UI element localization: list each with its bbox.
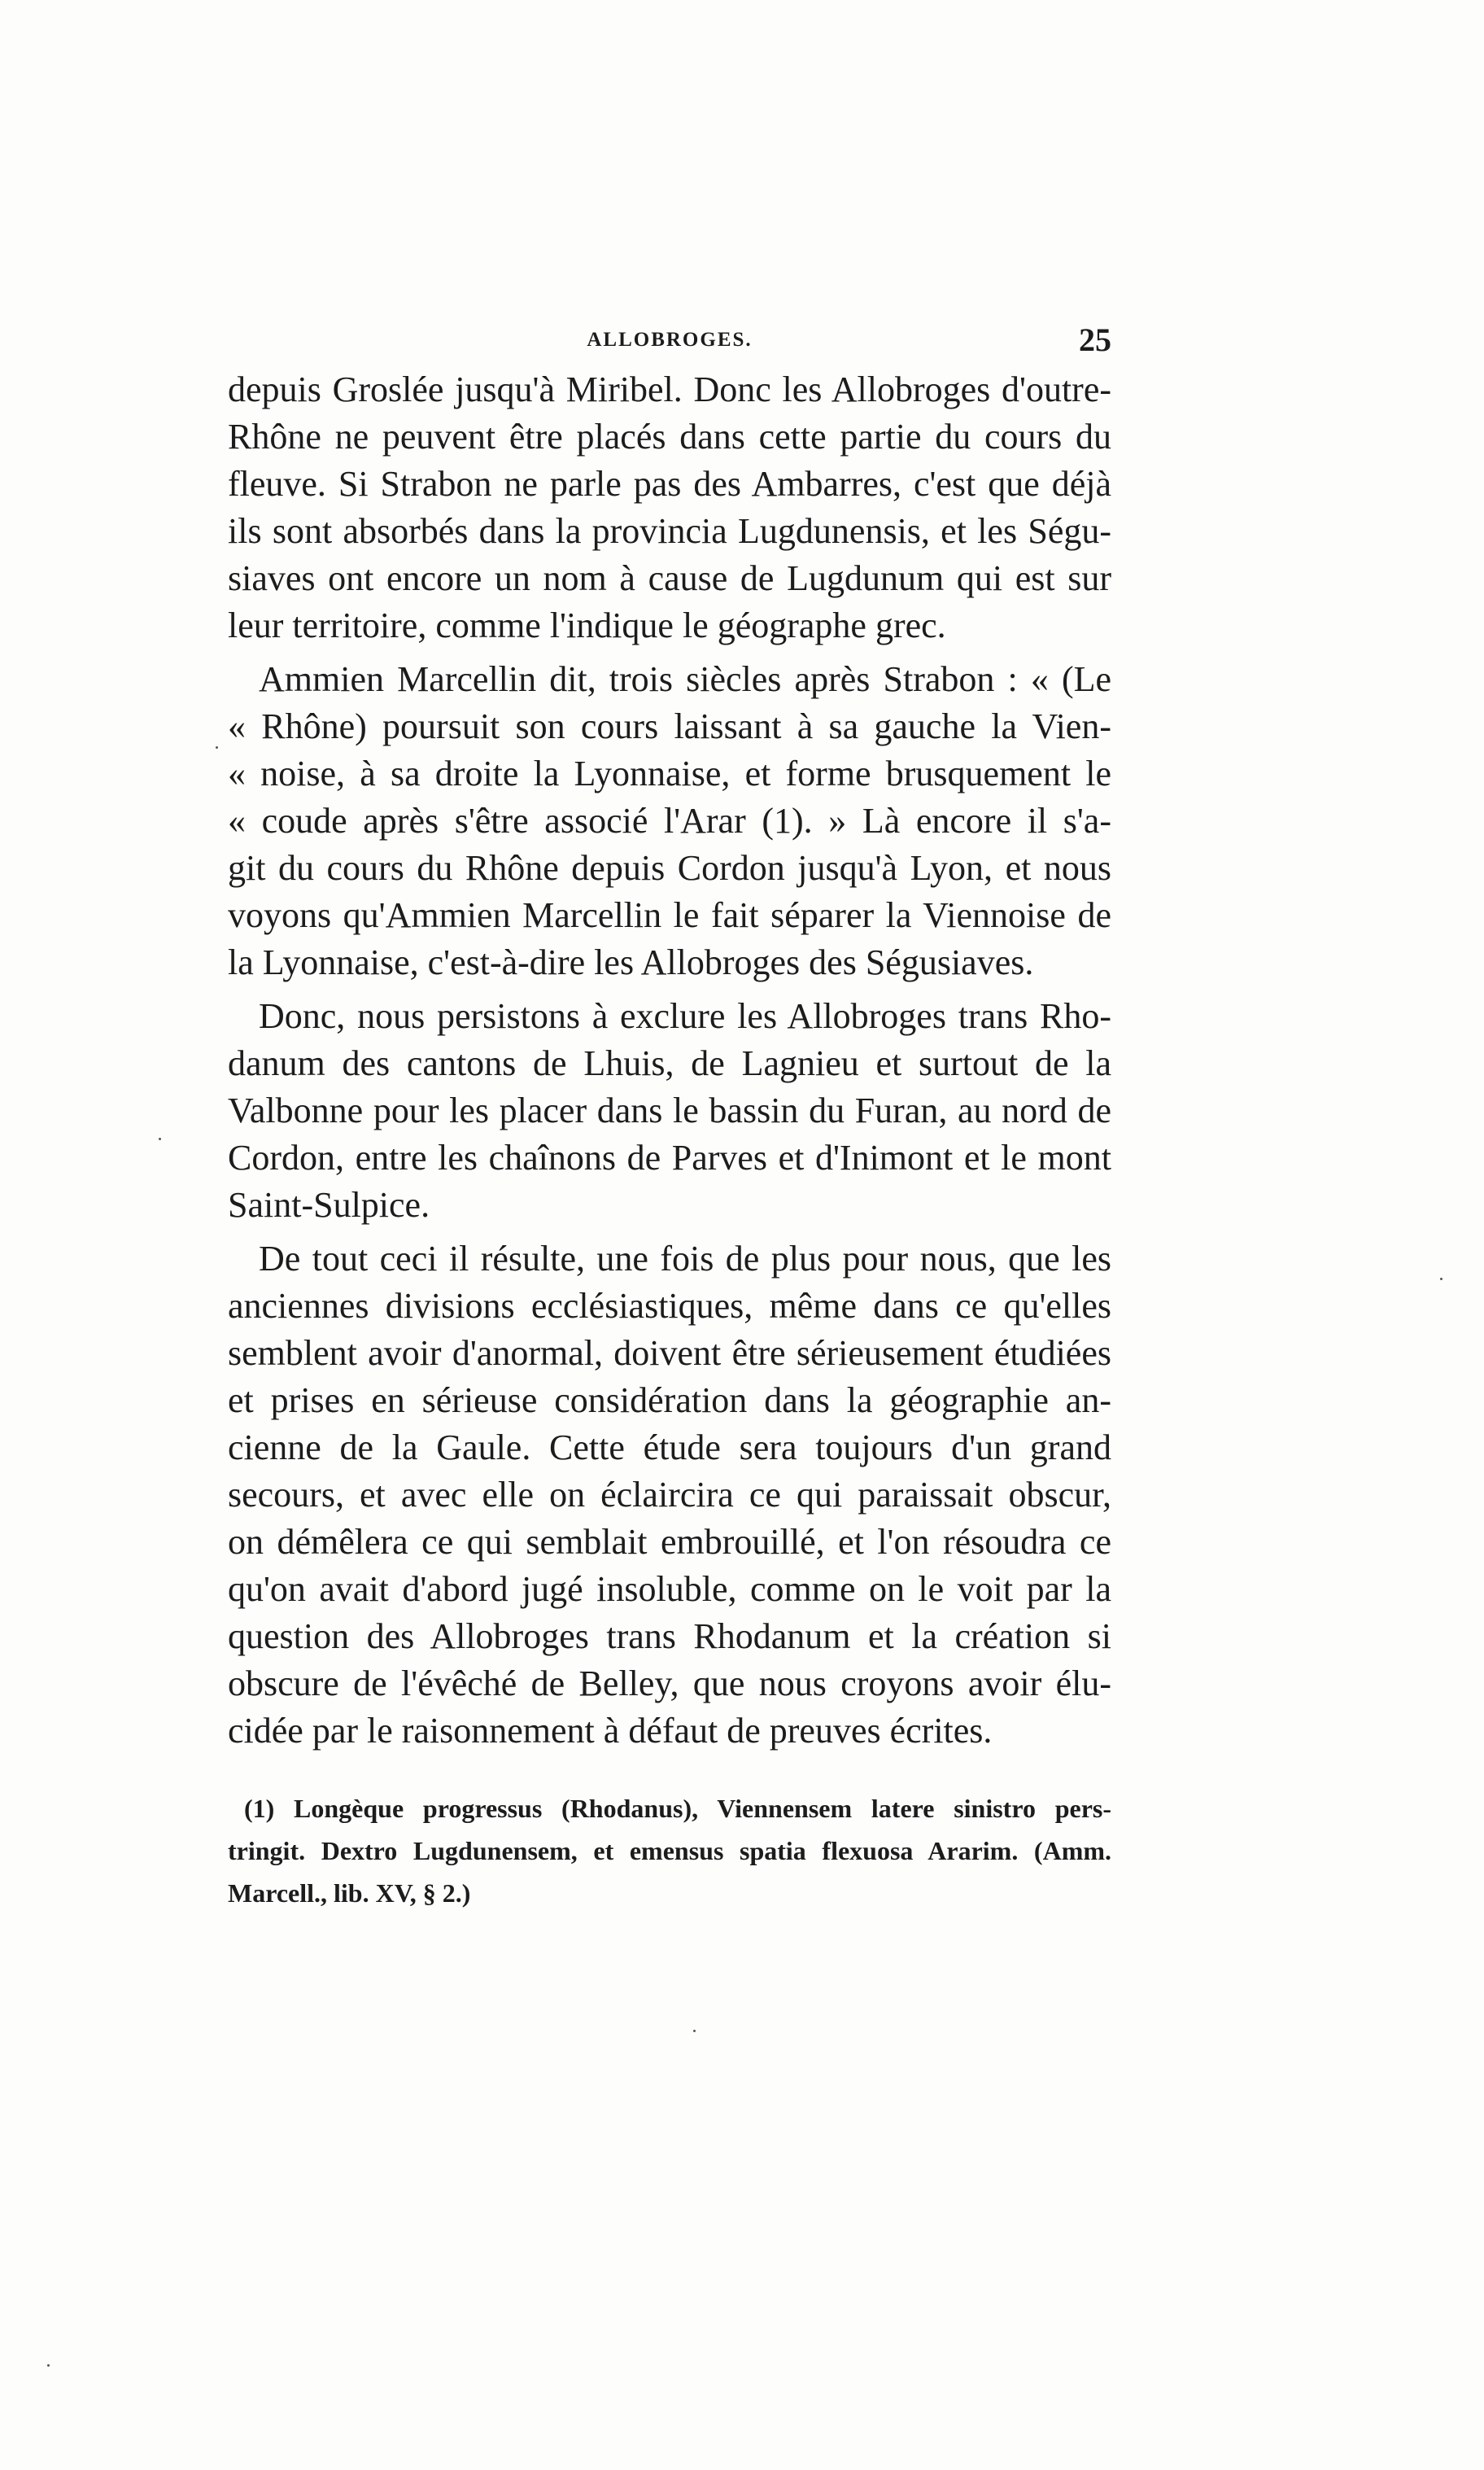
text-line: « Rhône) poursuit son cours laissant à sa gauche la Vien-	[228, 706, 1111, 746]
text-line: voyons qu'Ammien Marcellin le fait séparer la Viennoise de	[228, 895, 1111, 935]
page-header	[228, 321, 1111, 361]
footnote-line: Marcell., lib. XV, § 2.)	[228, 1878, 471, 1908]
text-line: semblent avoir d'anormal, doivent être sérieusement étudiées	[228, 1333, 1111, 1373]
text-line: cidée par le raisonnement à défaut de preuves écrites.	[228, 1711, 993, 1751]
paper-speck	[47, 2364, 50, 2367]
text-line: on démêlera ce qui semblait embrouillé, et l'on résoudra ce	[228, 1522, 1111, 1562]
footnotes	[228, 1787, 1111, 1914]
text-line: qu'on avait d'abord jugé insoluble, comme on le voit par la	[228, 1569, 1111, 1609]
text-line: la Lyonnaise, c'est-à-dire les Allobroges des Ségusiaves.	[228, 942, 1034, 982]
text-line: question des Allobroges trans Rhodanum et la création si	[228, 1616, 1111, 1656]
text-line: anciennes divisions ecclésiastiques, même dans ce qu'elles	[228, 1286, 1111, 1326]
text-line: Valbonne pour les placer dans le bassin du Furan, au nord de	[228, 1091, 1111, 1130]
text-line: Donc, nous persistons à exclure les Allobroges trans Rho-	[259, 996, 1111, 1036]
text-line: « noise, à sa droite la Lyonnaise, et forme brusquement le	[228, 754, 1111, 793]
text-line: depuis Groslée jusqu'à Miribel. Donc les Allobroges d'outre-	[228, 369, 1111, 409]
text-line: Ammien Marcellin dit, trois siècles après Strabon : « (Le	[259, 659, 1111, 699]
text-line: git du cours du Rhône depuis Cordon jusqu'à Lyon, et nous	[228, 848, 1111, 888]
text-line: et prises en sérieuse considération dans la géographie an-	[228, 1380, 1111, 1420]
footnote-line: tringit. Dextro Lugdunensem, et emensus spatia flexuosa Ararim. (Amm.	[228, 1836, 1111, 1865]
running-title: ALLOBROGES.	[587, 329, 753, 351]
text-line: cienne de la Gaule. Cette étude sera toujours d'un grand	[228, 1427, 1111, 1467]
text-line: leur territoire, comme l'indique le géographe grec.	[228, 605, 946, 645]
text-line: obscure de l'évêché de Belley, que nous croyons avoir élu-	[228, 1663, 1111, 1703]
text-line: « coude après s'être associé l'Arar (1). » Là encore il s'a-	[228, 801, 1111, 841]
text-line: Cordon, entre les chaînons de Parves et d'Inimont et le mont	[228, 1138, 1111, 1178]
body-text	[228, 366, 1111, 1755]
paper-speck	[159, 1138, 161, 1140]
paper-speck	[216, 746, 218, 749]
page-number: 25	[1079, 321, 1111, 358]
footnote-line: (1) Longèque progressus (Rhodanus), Viennensem latere sinistro pers-	[244, 1794, 1111, 1823]
text-line: Saint-Sulpice.	[228, 1185, 430, 1225]
text-line: danum des cantons de Lhuis, de Lagnieu et surtout de la	[228, 1043, 1111, 1083]
text-line: secours, et avec elle on éclaircira ce qui paraissait obscur,	[228, 1475, 1111, 1515]
paper-speck	[693, 2030, 696, 2032]
text-line: De tout ceci il résulte, une fois de plus pour nous, que les	[259, 1239, 1111, 1279]
text-line: Rhône ne peuvent être placés dans cette partie du cours du	[228, 417, 1111, 457]
text-line: siaves ont encore un nom à cause de Lugdunum qui est sur	[228, 558, 1111, 598]
text-line: fleuve. Si Strabon ne parle pas des Ambarres, c'est que déjà	[228, 464, 1111, 504]
text-line: ils sont absorbés dans la provincia Lugdunensis, et les Ségu-	[228, 511, 1111, 551]
paper-speck	[1440, 1278, 1443, 1280]
